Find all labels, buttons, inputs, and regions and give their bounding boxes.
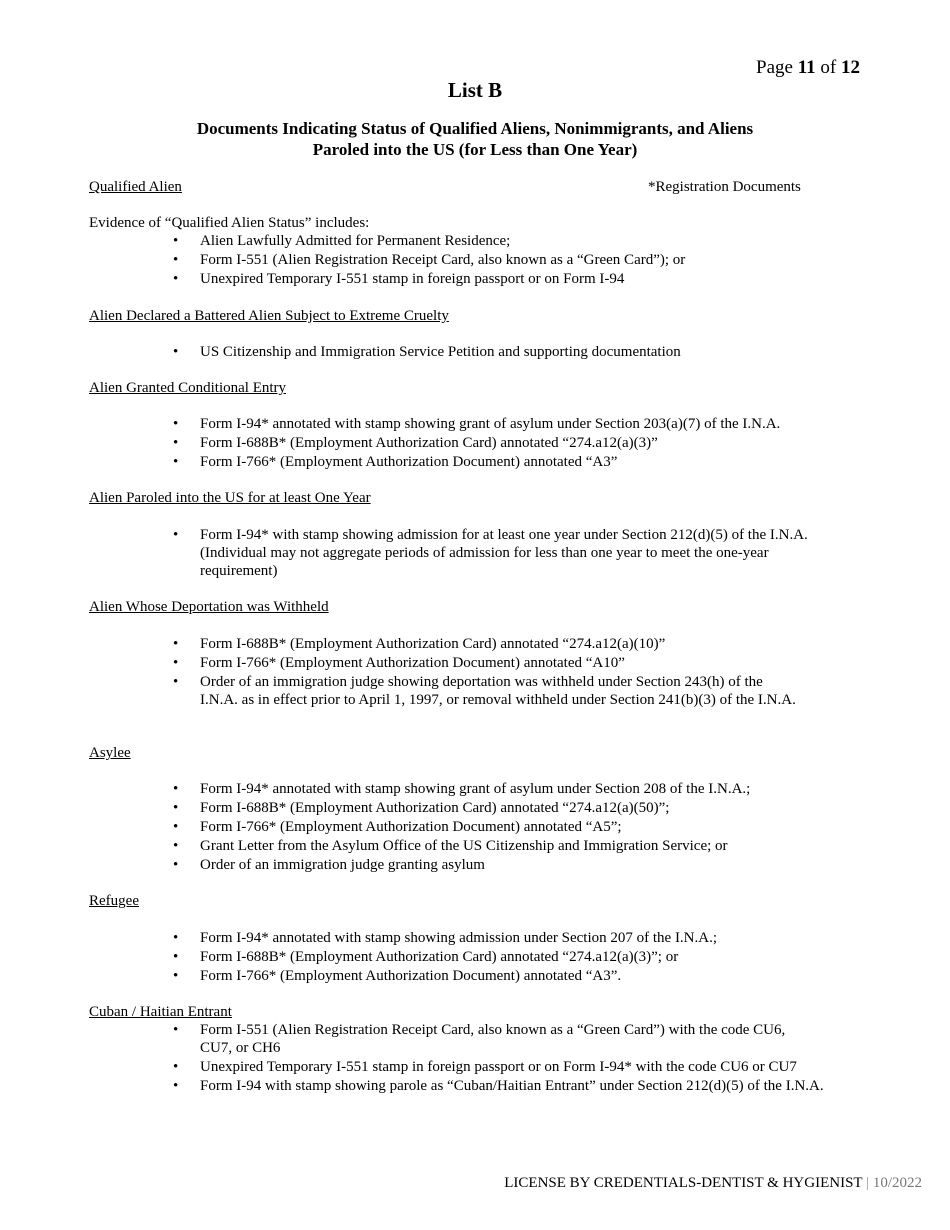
- list-item: • Form I-94* annotated with stamp showing admission under Section 207 of the I.N.A.;: [200, 929, 850, 947]
- list-item: • Grant Letter from the Asylum Office of the US Citizenship and Immigration Service; or: [200, 837, 850, 855]
- page-title: List B: [447, 78, 503, 102]
- list-item: • Form I-94* with stamp showing admission for at least one year under Section 212(d)(5) of the I.N.A. (Individual may not aggregate periods of admission for less than one year to meet the one-year requirement): [200, 526, 840, 580]
- page-number: Page 11 of 12: [756, 57, 860, 78]
- footer-date: 10/2022: [872, 1175, 922, 1191]
- list-item: • Order of an immigration judge showing deportation was withheld under Section 243(h) of the I.N.A. as in effect prior to April 1, 1997, or removal withheld under Section 241(b)(3) of the I.N.A.: [200, 673, 800, 709]
- withheld-list: [200, 635, 800, 710]
- list-item: • Form I-688B* (Employment Authorization Card) annotated “274.a12(a)(3)”; or: [200, 948, 850, 966]
- section-heading-qualified-alien: Qualified Alien: [89, 179, 182, 195]
- list-item: • Order of an immigration judge granting asylum: [200, 856, 850, 874]
- section-heading-paroled: Alien Paroled into the US for at least One Year: [89, 490, 371, 506]
- cuban-list: [200, 1021, 850, 1096]
- section-heading-withheld: Alien Whose Deportation was Withheld: [89, 599, 329, 615]
- list-item: • Form I-766* (Employment Authorization Document) annotated “A5”;: [200, 818, 850, 836]
- qualified-intro: Evidence of “Qualified Alien Status” includes:: [89, 215, 370, 231]
- list-item: • Form I-94* annotated with stamp showing grant of asylum under Section 203(a)(7) of the I.N.A.: [200, 415, 850, 433]
- footer-separator: |: [866, 1175, 870, 1191]
- footer-text: LICENSE BY CREDENTIALS-DENTIST & HYGIENIST: [504, 1175, 863, 1191]
- paroled-list: [200, 526, 840, 581]
- list-item: • Form I-688B* (Employment Authorization Card) annotated “274.a12(a)(50)”;: [200, 799, 850, 817]
- list-item: • Unexpired Temporary I-551 stamp in foreign passport or on Form I-94: [200, 270, 850, 288]
- page-footer: [504, 1175, 922, 1192]
- list-item: • US Citizenship and Immigration Service Petition and supporting documentation: [200, 343, 850, 361]
- refugee-list: [200, 929, 850, 986]
- conditional-list: [200, 415, 850, 472]
- list-item: • Alien Lawfully Admitted for Permanent Residence;: [200, 232, 850, 250]
- battered-list: [200, 343, 850, 362]
- list-item: • Form I-551 (Alien Registration Receipt Card, also known as a “Green Card”) with the code CU6, CU7, or CH6: [200, 1021, 790, 1057]
- list-item: • Form I-551 (Alien Registration Receipt Card, also known as a “Green Card”); or: [200, 251, 850, 269]
- registration-note: *Registration Documents: [648, 179, 801, 195]
- page-subtitle: Documents Indicating Status of Qualified Aliens, Nonimmigrants, and Aliens Paroled into the US (for Less than One Year): [196, 119, 754, 159]
- list-item: • Form I-766* (Employment Authorization Document) annotated “A10”: [200, 654, 800, 672]
- section-heading-asylee: Asylee: [89, 745, 131, 761]
- list-item: • Unexpired Temporary I-551 stamp in foreign passport or on Form I-94* with the code CU6 or CU7: [200, 1058, 800, 1076]
- list-item: • Form I-766* (Employment Authorization Document) annotated “A3”: [200, 453, 850, 471]
- section-heading-refugee: Refugee: [89, 893, 139, 909]
- list-item: • Form I-688B* (Employment Authorization Card) annotated “274.a12(a)(10)”: [200, 635, 800, 653]
- section-heading-battered: Alien Declared a Battered Alien Subject to Extreme Cruelty: [89, 308, 449, 324]
- list-item: • Form I-766* (Employment Authorization Document) annotated “A3”.: [200, 967, 850, 985]
- list-item: • Form I-688B* (Employment Authorization Card) annotated “274.a12(a)(3)”: [200, 434, 850, 452]
- section-heading-conditional-entry: Alien Granted Conditional Entry: [89, 380, 287, 396]
- list-item: • Form I-94* annotated with stamp showing grant of asylum under Section 208 of the I.N.A.;: [200, 780, 850, 798]
- qualified-list: [200, 232, 850, 289]
- asylee-list: [200, 780, 850, 875]
- section-heading-cuban-haitian: Cuban / Haitian Entrant: [89, 1004, 232, 1020]
- list-item: • Form I-94 with stamp showing parole as “Cuban/Haitian Entrant” under Section 212(d)(5) of the I.N.A.: [200, 1077, 850, 1095]
